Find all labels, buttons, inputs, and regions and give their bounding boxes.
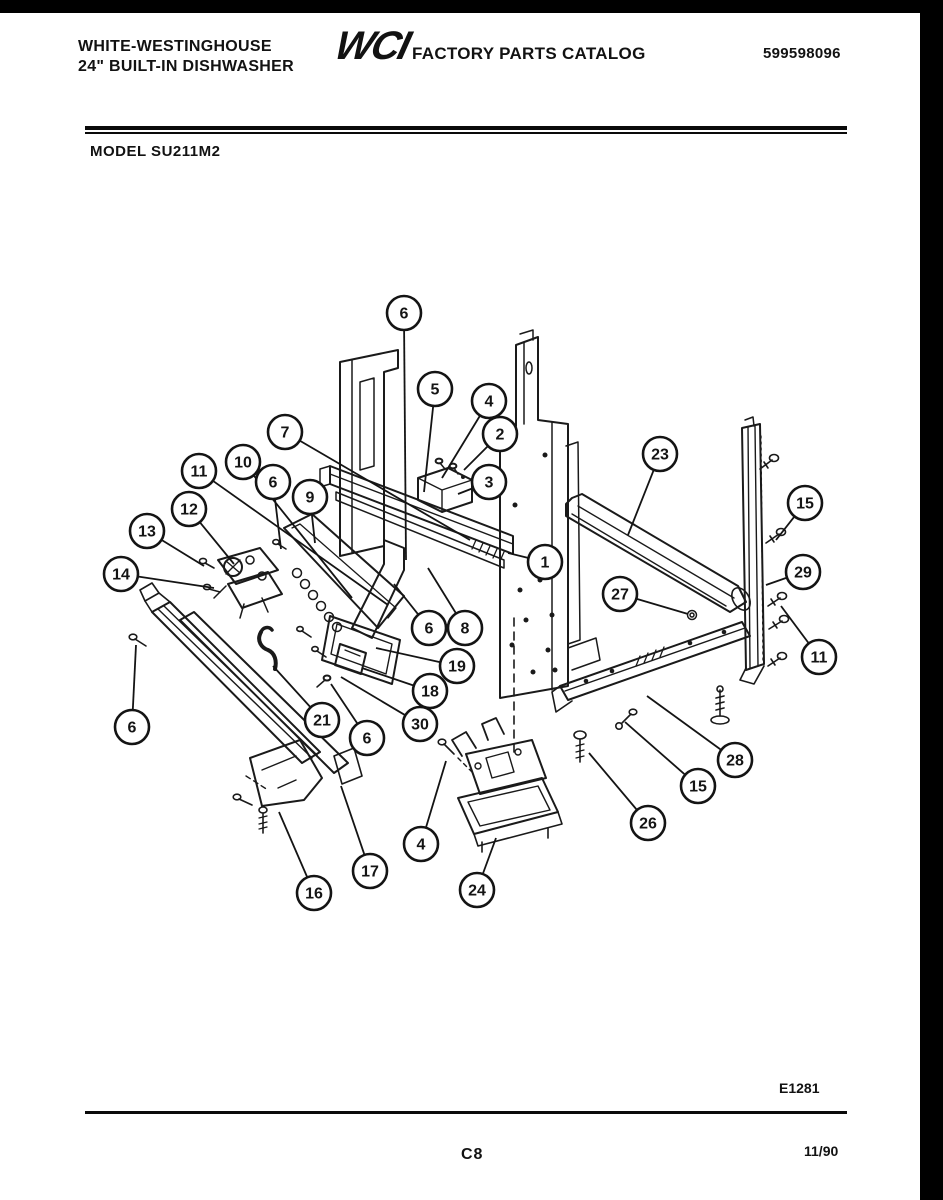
callout-leader-line: [647, 696, 721, 750]
callout-leader-line: [589, 753, 637, 810]
callout-28: [647, 696, 752, 777]
product-line: 24" BUILT-IN DISHWASHER: [78, 58, 294, 75]
callout-23: [628, 437, 677, 535]
model-label: MODEL SU211M2: [90, 143, 221, 160]
callout-leader-line: [428, 568, 456, 614]
callout-6: [115, 645, 149, 744]
callout-leader-line: [766, 578, 787, 585]
callout-number: 12: [180, 501, 198, 519]
callout-6: [256, 465, 290, 549]
callout-leader-line: [625, 722, 685, 775]
leveling-foot-icon: [711, 686, 729, 724]
part-center-post: [500, 330, 600, 752]
callout-leader-line: [781, 606, 809, 643]
callout-leader-line: [458, 488, 473, 494]
callout-number: 17: [361, 863, 379, 881]
callout-11: [781, 606, 836, 674]
callout-15: [625, 722, 715, 803]
callout-leader-line: [628, 470, 654, 535]
callout-number: 4: [484, 393, 494, 411]
part-wire-hook: [259, 628, 276, 669]
callout-number: 6: [399, 305, 409, 323]
nut-icon: [688, 611, 697, 620]
callout-leader-line: [508, 553, 529, 558]
callout-number: 15: [689, 778, 707, 796]
callout-number: 1: [540, 554, 550, 572]
callout-number: 13: [138, 523, 156, 541]
callout-leader-line: [200, 522, 234, 564]
callout-leader-line: [312, 514, 315, 543]
part-component-cluster: [200, 540, 327, 657]
part-side-brace: [566, 494, 754, 613]
callout-leader-line: [426, 761, 446, 828]
callout-leader-line: [138, 577, 214, 589]
callout-number: 19: [448, 658, 466, 676]
callout-24: [460, 838, 496, 907]
wci-logo: WCI: [330, 24, 414, 68]
callout-leader-line: [273, 666, 311, 707]
callout-number: 29: [794, 564, 812, 582]
diagram-code: E1281: [779, 1080, 820, 1096]
callout-number: 6: [268, 474, 278, 492]
callout-number: 3: [484, 474, 494, 492]
callout-number: 15: [796, 495, 814, 513]
callout-leader-line: [424, 406, 433, 492]
page-code: C8: [461, 1146, 484, 1163]
callout-5: [418, 372, 452, 492]
callout-27: [603, 577, 688, 614]
callout-6: [387, 296, 421, 560]
callout-leader-line: [376, 648, 440, 662]
callout-number: 6: [362, 730, 372, 748]
callout-16: [279, 812, 331, 910]
callout-number: 2: [495, 426, 505, 444]
callouts-layer: [104, 296, 836, 910]
callout-leader-line: [394, 584, 418, 615]
brand-name: WHITE-WESTINGHOUSE: [78, 38, 272, 55]
callout-number: 6: [127, 719, 137, 737]
callout-number: 4: [416, 836, 426, 854]
callout-leader-line: [404, 330, 406, 560]
callout-4: [404, 761, 446, 861]
callout-number: 7: [280, 424, 290, 442]
callout-number: 5: [430, 381, 440, 399]
callout-18: [362, 668, 447, 708]
callout-number: 26: [639, 815, 657, 833]
catalog-title: FACTORY PARTS CATALOG: [412, 44, 646, 63]
callout-2: [464, 417, 517, 470]
date-code: 11/90: [804, 1143, 839, 1159]
callout-number: 27: [611, 586, 629, 604]
callout-number: 24: [468, 882, 486, 900]
part-door-latch: [438, 709, 637, 852]
callout-leader-line: [133, 645, 136, 710]
callout-leader-line: [341, 677, 405, 715]
callout-leader-line: [279, 812, 307, 877]
callout-number: 6: [424, 620, 434, 638]
callout-leader-line: [442, 416, 480, 479]
callout-number: 30: [411, 716, 429, 734]
callout-number: 23: [651, 446, 669, 464]
callout-12: [172, 492, 234, 564]
callout-26: [589, 753, 665, 840]
callout-leader-line: [636, 599, 688, 614]
callout-29: [766, 555, 820, 589]
callout-1: [508, 545, 562, 579]
callout-number: 21: [313, 712, 331, 730]
callout-number: 14: [112, 566, 130, 584]
callout-number: 10: [234, 454, 252, 472]
callout-leader-line: [162, 540, 205, 566]
callout-number: 16: [305, 885, 323, 903]
callout-number: 11: [190, 463, 208, 481]
callout-6: [394, 584, 446, 645]
callout-number: 8: [460, 620, 470, 638]
callout-number: 11: [810, 649, 828, 667]
callout-number: 9: [305, 489, 315, 507]
footer-rule: [85, 1111, 847, 1114]
callout-15: [776, 486, 822, 540]
publication-number: 599598096: [763, 45, 841, 62]
part-right-rail: [740, 417, 764, 684]
callout-leader-line: [341, 786, 365, 855]
callout-number: 18: [421, 683, 439, 701]
callout-number: 28: [726, 752, 744, 770]
callout-17: [341, 786, 387, 888]
